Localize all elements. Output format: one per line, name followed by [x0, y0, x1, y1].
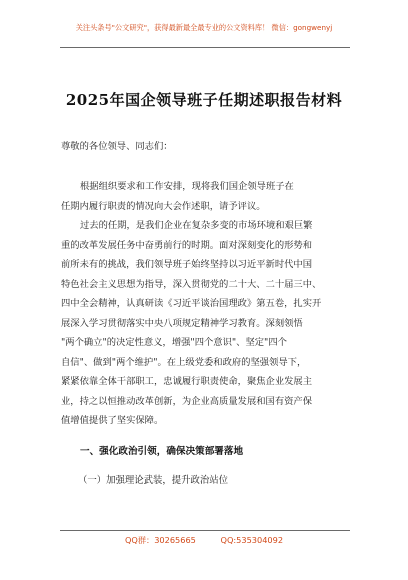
section-heading-1: 一、强化政治引领，确保决策部署落地: [80, 446, 244, 457]
salutation: 尊敬的各位领导、同志们：: [61, 141, 173, 152]
paragraph-2-line: 展深入学习贯彻落实中央八项规定精神学习教育。深刻领悟: [61, 317, 303, 329]
paragraph-1-line: 根据组织要求和工作安排，现将我们国企领导班子在: [80, 181, 294, 192]
footer-divider: [60, 530, 350, 531]
paragraph-2-line: "两个确立"的决定性意义，增强"四个意识"、坚定"四个: [61, 337, 287, 348]
paragraph-2-line: 值增值提供了坚实保障。: [61, 415, 164, 426]
paragraph-1: [61, 177, 351, 216]
header-divider: [60, 47, 350, 48]
paragraph-1-line: 任期内履行职责的情况向大会作述职，请予评议。: [61, 200, 266, 212]
footer-qq-group: QQ群：30265665: [124, 535, 196, 545]
paragraph-2-line: 特色社会主义思想为指导，深入贯彻党的二十大、二十届三中、: [61, 278, 322, 290]
paragraph-2-line: 业，持之以恒推动改革创新，为企业高质量发展和国有资产保: [61, 395, 313, 407]
paragraph-2-line: 过去的任期，是我们企业在复杂多变的市场环境和艰巨繁: [80, 220, 313, 231]
paragraph-2-line: 前所未有的挑战，我们领导班子始终坚持以习近平新时代中国: [61, 259, 313, 270]
paragraph-2: [61, 216, 351, 431]
document-title: 2025年国企领导班子任期述职报告材料: [65, 91, 343, 109]
footer-qq-number: QQ:535304092: [220, 535, 284, 545]
paragraph-2-line: 紧紧依靠全体干部职工，忠诚履行职责使命，聚焦企业发展主: [61, 376, 313, 387]
paragraph-2-line: 四中全会精神，认真研读《习近平谈治国理政》第五卷，扎实开: [61, 298, 322, 309]
header-promo-text: 关注头条号"公文研究"，获得最新最全最专业的公文资料库！ 微信：gongwenyj: [75, 23, 333, 32]
subsection-heading-1: （一）加强理论武装，提升政治站位: [78, 475, 229, 486]
paragraph-2-line: 重的改革发展任务中奋勇前行的时期。面对深刻变化的形势和: [61, 239, 313, 251]
paragraph-2-line: 自信"、做到"两个维护"。在上级党委和政府的坚强领导下，: [61, 356, 307, 368]
footer-promo: [0, 534, 408, 546]
